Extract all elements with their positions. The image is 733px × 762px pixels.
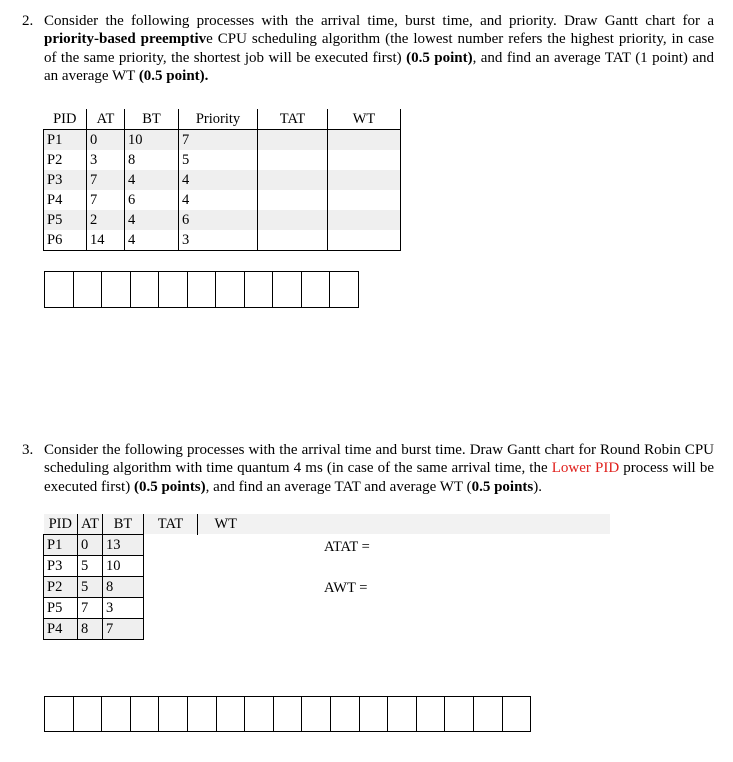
q2-cell: P5 [44,210,87,230]
q2-cell: P6 [44,230,87,251]
q2-cell: 4 [125,210,179,230]
q3-text-f: ). [533,478,543,495]
q3-cell: 0 [78,535,103,556]
q3-cell: P5 [44,598,78,619]
gantt-cell[interactable] [74,272,103,307]
q3-cell: 13 [103,535,144,556]
q2-cell: 0 [87,130,125,151]
q3-tat-cell[interactable] [144,535,198,556]
q2-cell: 5 [179,150,258,170]
q2-tat-cell[interactable] [258,170,328,190]
q3-cell: 5 [78,577,103,598]
gantt-cell[interactable] [474,697,503,731]
question-3-text [22,441,714,496]
q2-cell: 2 [87,210,125,230]
gantt-cell[interactable] [102,697,131,731]
table-row [44,230,401,251]
q3-wt-cell[interactable] [198,619,254,640]
q2-cell: P2 [44,150,87,170]
gantt-cell[interactable] [45,697,74,731]
q3-tat-cell[interactable] [144,619,198,640]
q3-cell: 7 [78,598,103,619]
q3-cell: P4 [44,619,78,640]
gantt-cell[interactable] [302,697,331,731]
q3-process-table [43,514,254,640]
q2-cell: 4 [179,170,258,190]
q2-header-at: AT [87,109,125,130]
table-row [44,190,401,210]
q3-header-wt: WT [198,514,254,535]
q3-wt-cell[interactable] [198,535,254,556]
gantt-cell[interactable] [417,697,446,731]
q2-cell: 4 [179,190,258,210]
table-row [44,577,254,598]
gantt-cell[interactable] [445,697,474,731]
q3-text-d: , and find an average TAT and average WT ( [205,478,472,495]
gantt-cell[interactable] [331,697,360,731]
q2-cell: 3 [179,230,258,251]
gantt-cell[interactable] [330,272,358,307]
question-3-number: 3. [22,442,34,458]
q2-gantt-chart[interactable] [44,271,359,308]
gantt-cell[interactable] [216,272,245,307]
q2-wt-cell[interactable] [328,170,401,190]
q2-text-b: priority-based preemptiv [44,31,207,48]
q3-cell: 3 [103,598,144,619]
q3-text-b: process will be executed first) [44,460,714,495]
q2-cell: 7 [87,170,125,190]
q2-process-table [43,109,401,251]
gantt-cell[interactable] [360,697,389,731]
q2-header-wt: WT [328,109,401,130]
q2-text-d: (0.5 point) [406,49,473,66]
q3-cell: 8 [103,577,144,598]
gantt-cell[interactable] [45,272,74,307]
q3-cell: P1 [44,535,78,556]
q2-tat-cell[interactable] [258,130,328,151]
table-row [44,130,401,151]
q2-tat-cell[interactable] [258,210,328,230]
gantt-cell[interactable] [74,697,103,731]
gantt-cell[interactable] [188,272,217,307]
q3-tat-cell[interactable] [144,556,198,577]
q2-tat-cell[interactable] [258,190,328,210]
q3-cell: 8 [78,619,103,640]
q2-text-a: Consider the following processes with the arrival time, burst time, and priority. Draw Gantt chart for a [44,13,714,29]
q3-text-c: (0.5 points) [133,478,206,495]
gantt-cell[interactable] [302,272,331,307]
table-row [44,556,254,577]
atat-label: ATAT = [324,539,370,555]
table-row [44,210,401,230]
q3-gantt-chart[interactable] [44,696,531,732]
q2-text-e: , and find an average TAT (1 point) and an average WT [44,49,715,85]
q3-tat-cell[interactable] [144,577,198,598]
q2-header-pid: PID [44,109,87,130]
q2-wt-cell[interactable] [328,190,401,210]
q3-header-at: AT [78,514,103,535]
question-2-number: 2. [22,13,34,29]
q3-cell: P2 [44,577,78,598]
q2-header-bt: BT [125,109,179,130]
q2-wt-cell[interactable] [328,230,401,251]
q2-cell: P1 [44,130,87,151]
q3-wt-cell[interactable] [198,598,254,619]
q2-cell: 7 [87,190,125,210]
gantt-cell[interactable] [188,697,217,731]
gantt-cell[interactable] [273,272,302,307]
gantt-cell[interactable] [159,272,188,307]
q3-header-bt: BT [103,514,144,535]
q3-cell: 7 [103,619,144,640]
q2-cell: 6 [179,210,258,230]
q2-text-c: e CPU scheduling algorithm (the lowest number refers the highest priority, in case of the same priority, the shortest job will be executed first) [44,31,714,66]
q3-cell: 5 [78,556,103,577]
q3-text-red: Lower PID [551,460,620,477]
q2-cell: 4 [125,230,179,251]
gantt-cell[interactable] [245,697,274,731]
q3-tat-cell[interactable] [144,598,198,619]
q2-cell: 10 [125,130,179,151]
gantt-cell[interactable] [503,697,531,731]
q3-cell: P3 [44,556,78,577]
table-row [44,535,254,556]
question-2-text [22,12,715,86]
q2-wt-cell[interactable] [328,130,401,151]
q2-header-priority: Priority [179,109,258,130]
gantt-cell[interactable] [274,697,303,731]
q2-cell: 3 [87,150,125,170]
q2-wt-cell[interactable] [328,150,401,170]
q3-text-e: 0.5 points [471,478,534,495]
q3-cell: 10 [103,556,144,577]
q3-header-pid: PID [44,514,78,535]
q2-tat-cell[interactable] [258,230,328,251]
q2-cell: 4 [125,170,179,190]
q2-tat-cell[interactable] [258,150,328,170]
gantt-cell[interactable] [102,272,131,307]
q3-header-tat: TAT [144,514,198,535]
q2-text-f: (0.5 point). [138,68,209,85]
gantt-cell[interactable] [131,697,160,731]
table-row [44,598,254,619]
gantt-cell[interactable] [159,697,188,731]
q2-wt-cell[interactable] [328,210,401,230]
q2-cell: 14 [87,230,125,251]
q2-cell: 7 [179,130,258,151]
awt-label: AWT = [324,580,368,596]
q2-cell: 8 [125,150,179,170]
gantt-cell[interactable] [388,697,417,731]
gantt-cell[interactable] [217,697,246,731]
q2-header-tat: TAT [258,109,328,130]
q3-wt-cell[interactable] [198,577,254,598]
q3-wt-cell[interactable] [198,556,254,577]
table-row [44,619,254,640]
q3-text-a: Consider the following processes with the arrival time and burst time. Draw Gantt chart for Round Robin CPU scheduling algorithm with time quantum 4 ms (in case of the same arrival time, the [44,442,714,477]
gantt-cell[interactable] [131,272,160,307]
table-row [44,150,401,170]
table-row [44,170,401,190]
gantt-cell[interactable] [245,272,274,307]
q2-cell: P3 [44,170,87,190]
q2-cell: P4 [44,190,87,210]
q2-cell: 6 [125,190,179,210]
